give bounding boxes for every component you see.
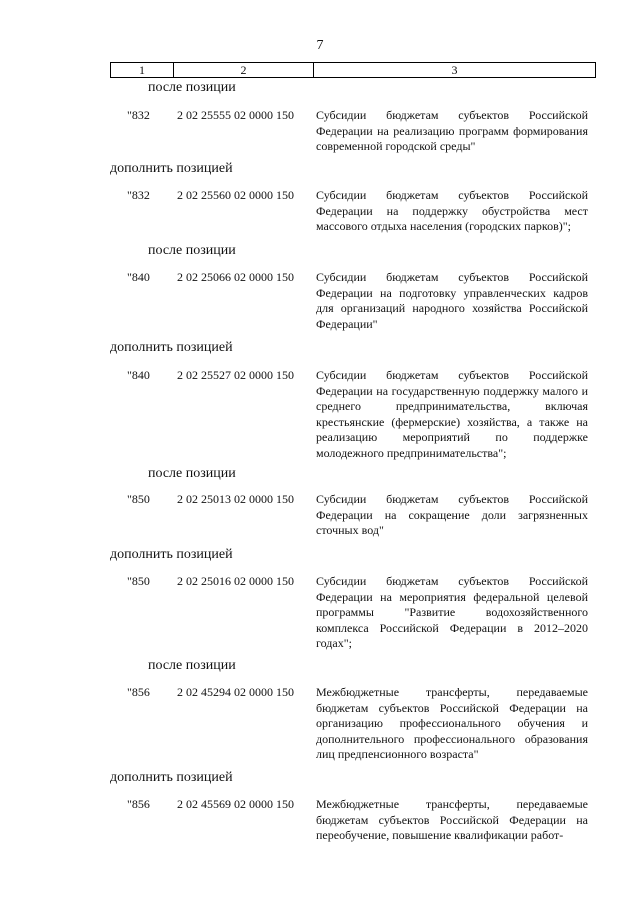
entry-description: Субсидии бюджетам субъектов Российской Федерации на реализацию программ формирования современной городской среды" (316, 108, 588, 153)
budget-code: 2 02 25013 02 0000 150 (177, 492, 294, 506)
admin-code: "850 (127, 574, 150, 588)
admin-code: "850 (127, 492, 150, 506)
entry-description: Межбюджетные трансферты, передаваемые бюджетам субъектов Российской Федерации на организацию профессионального обучения и дополнительного профессионального образования лиц предпенсионного возраста" (316, 685, 588, 761)
page-number: 7 (316, 38, 324, 53)
budget-code: 2 02 45294 02 0000 150 (177, 685, 294, 699)
budget-code: 2 02 25066 02 0000 150 (177, 270, 294, 284)
admin-code: "832 (127, 108, 150, 122)
add-position-label: дополнить позицией (110, 547, 233, 562)
after-position-label: после позиции (148, 466, 236, 481)
column-header-2: 2 (174, 63, 314, 77)
admin-code: "856 (127, 797, 150, 811)
column-header-row (110, 62, 596, 78)
entry-description: Субсидии бюджетам субъектов Российской Федерации на сокращение доли загрязненных сточных вод" (316, 492, 588, 537)
admin-code: "840 (127, 368, 150, 382)
after-position-label: после позиции (148, 80, 236, 95)
budget-code: 2 02 25555 02 0000 150 (177, 108, 294, 122)
budget-code: 2 02 45569 02 0000 150 (177, 797, 294, 811)
after-position-label: после позиции (148, 243, 236, 258)
admin-code: "840 (127, 270, 150, 284)
add-position-label: дополнить позицией (110, 770, 233, 785)
add-position-label: дополнить позицией (110, 340, 233, 355)
column-header-3: 3 (451, 63, 458, 77)
entry-description: Субсидии бюджетам субъектов Российской Федерации на мероприятия федеральной целевой программы "Развитие водохозяйственного комплекса Российской Федерации в 2012–2020 годах"; (316, 574, 588, 650)
after-position-label: после позиции (148, 658, 236, 673)
budget-code: 2 02 25016 02 0000 150 (177, 574, 294, 588)
entry-description: Субсидии бюджетам субъектов Российской Федерации на подготовку управленческих кадров для организаций народного хозяйства Российской Федерации" (316, 270, 588, 331)
column-header-1: 1 (111, 63, 174, 77)
entry-description: Межбюджетные трансферты, передаваемые бюджетам субъектов Российской Федерации на переобучение, повышение квалификации работ- (316, 797, 588, 842)
entry-description: Субсидии бюджетам субъектов Российской Федерации на государственную поддержку малого и среднего предпринимательства, включая крестьянские (фермерские) хозяйства, а также на реализацию мероприятий по поддержке молодежного предпринимательства"; (316, 368, 588, 460)
admin-code: "856 (127, 685, 150, 699)
add-position-label: дополнить позицией (110, 161, 233, 176)
admin-code: "832 (127, 188, 150, 202)
entry-description: Субсидии бюджетам субъектов Российской Федерации на поддержку обустройства мест массового отдыха населения (городских парков)"; (316, 188, 588, 233)
budget-code: 2 02 25527 02 0000 150 (177, 368, 294, 382)
budget-code: 2 02 25560 02 0000 150 (177, 188, 294, 202)
